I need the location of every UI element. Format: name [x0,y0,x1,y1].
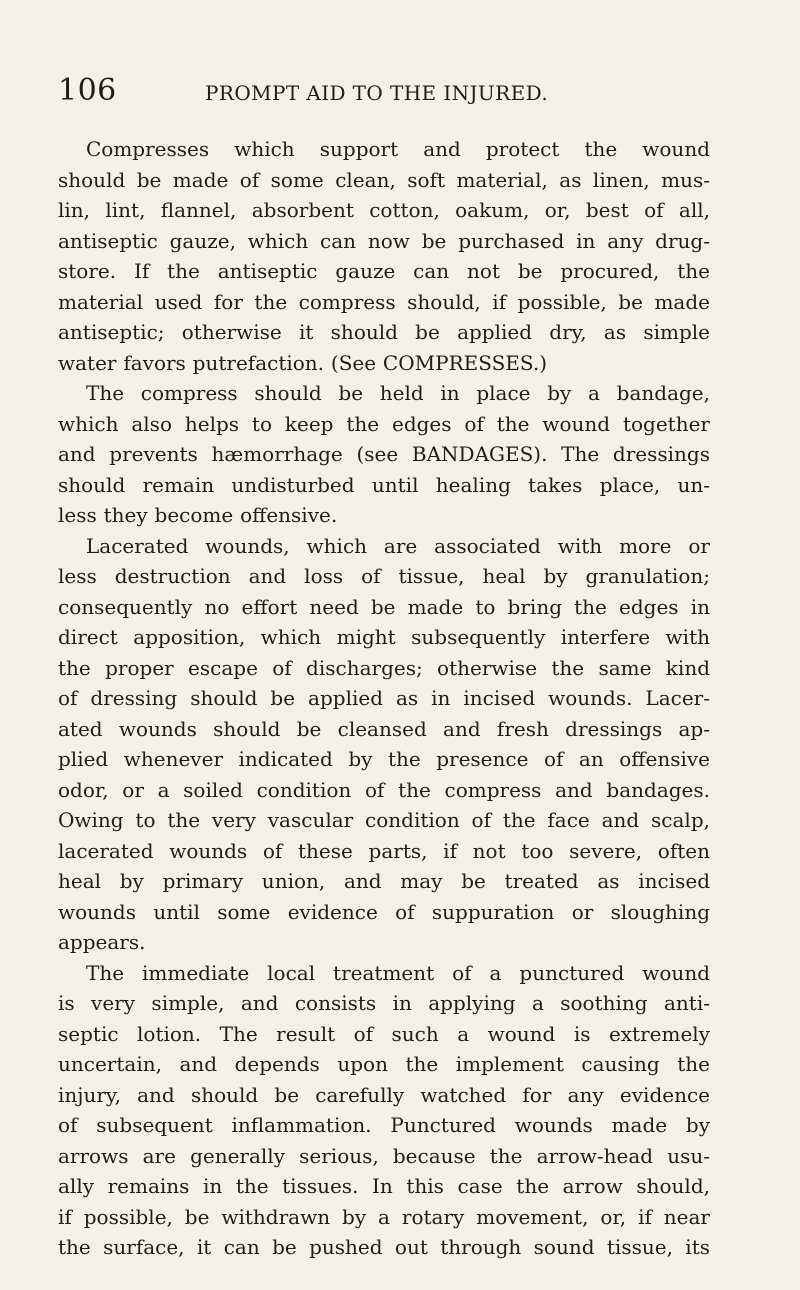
text-line: if possible, be withdrawn by a rotary movement, or, if near [58,1204,710,1229]
text-line: wounds until some evidence of suppuration or sloughing [58,899,710,924]
body-text [58,134,710,1263]
text-line: antiseptic gauze, which can now be purchased in any drug- [58,228,710,253]
text-line: is very simple, and consists in applying a soothing anti- [58,991,710,1015]
text-line: direct apposition, which might subsequently interfere with [58,625,710,649]
text-line: uncertain, and depends upon the implement causing the [58,1052,710,1076]
text-line: store. If the antiseptic gauze can not be procured, the [58,259,710,283]
text-line: lin, lint, flannel, absorbent cotton, oakum, or, best of all, [58,198,710,222]
text-line: Owing to the very vascular condition of the face and scalp, [58,808,710,832]
text-line: odor, or a soiled condition of the compress and bandages. [58,777,710,802]
text-line: The immediate local treatment of a punctured wound [86,960,710,985]
text-line: less they become offensive. [58,503,338,527]
page-header [58,74,758,114]
text-line: Lacerated wounds, which are associated with more or [86,533,710,558]
text-line: ally remains in the tissues. In this case the arrow should, [58,1174,710,1198]
text-line: heal by primary union, and may be treated as incised [58,869,710,893]
text-line: arrows are generally serious, because the arrow-head usu- [58,1143,710,1168]
text-line: Compresses which support and protect the wound [86,137,710,161]
text-line: the surface, it can be pushed out through sound tissue, its [58,1235,710,1259]
text-line: water favors putrefaction. (See COMPRESSES.) [58,350,548,375]
text-line: and prevents hæmorrhage (see BANDAGES). The dressings [58,442,710,466]
text-line: less destruction and loss of tissue, heal by granulation; [58,564,710,588]
text-line: antiseptic; otherwise it should be applied dry, as simple [58,320,710,344]
text-line: ated wounds should be cleansed and fresh dressings ap- [58,716,710,741]
text-line: of subsequent inflammation. Punctured wounds made by [58,1113,710,1137]
text-line: which also helps to keep the edges of the wound together [58,411,710,436]
text-line: The compress should be held in place by a bandage, [86,381,710,405]
running-head: PROMPT AID TO THE INJURED. [205,81,549,105]
text-line: consequently no effort need be made to bring the edges in [58,594,710,619]
text-line: the proper escape of discharges; otherwise the same kind [58,655,710,680]
text-line: should be made of some clean, soft material, as linen, mus- [58,167,710,192]
page-number: 106 [58,73,117,108]
text-line: material used for the compress should, if possible, be made [58,289,710,314]
text-line: lacerated wounds of these parts, if not too severe, often [58,838,710,863]
text-line: plied whenever indicated by the presence of an offensive [58,747,710,771]
text-line: should remain undisturbed until healing takes place, un- [58,472,710,497]
text-line: injury, and should be carefully watched for any evidence [58,1082,710,1107]
text-line: of dressing should be applied as in incised wounds. Lacer- [58,686,710,710]
text-line: septic lotion. The result of such a wound is extremely [58,1021,710,1046]
text-line: appears. [58,930,146,954]
